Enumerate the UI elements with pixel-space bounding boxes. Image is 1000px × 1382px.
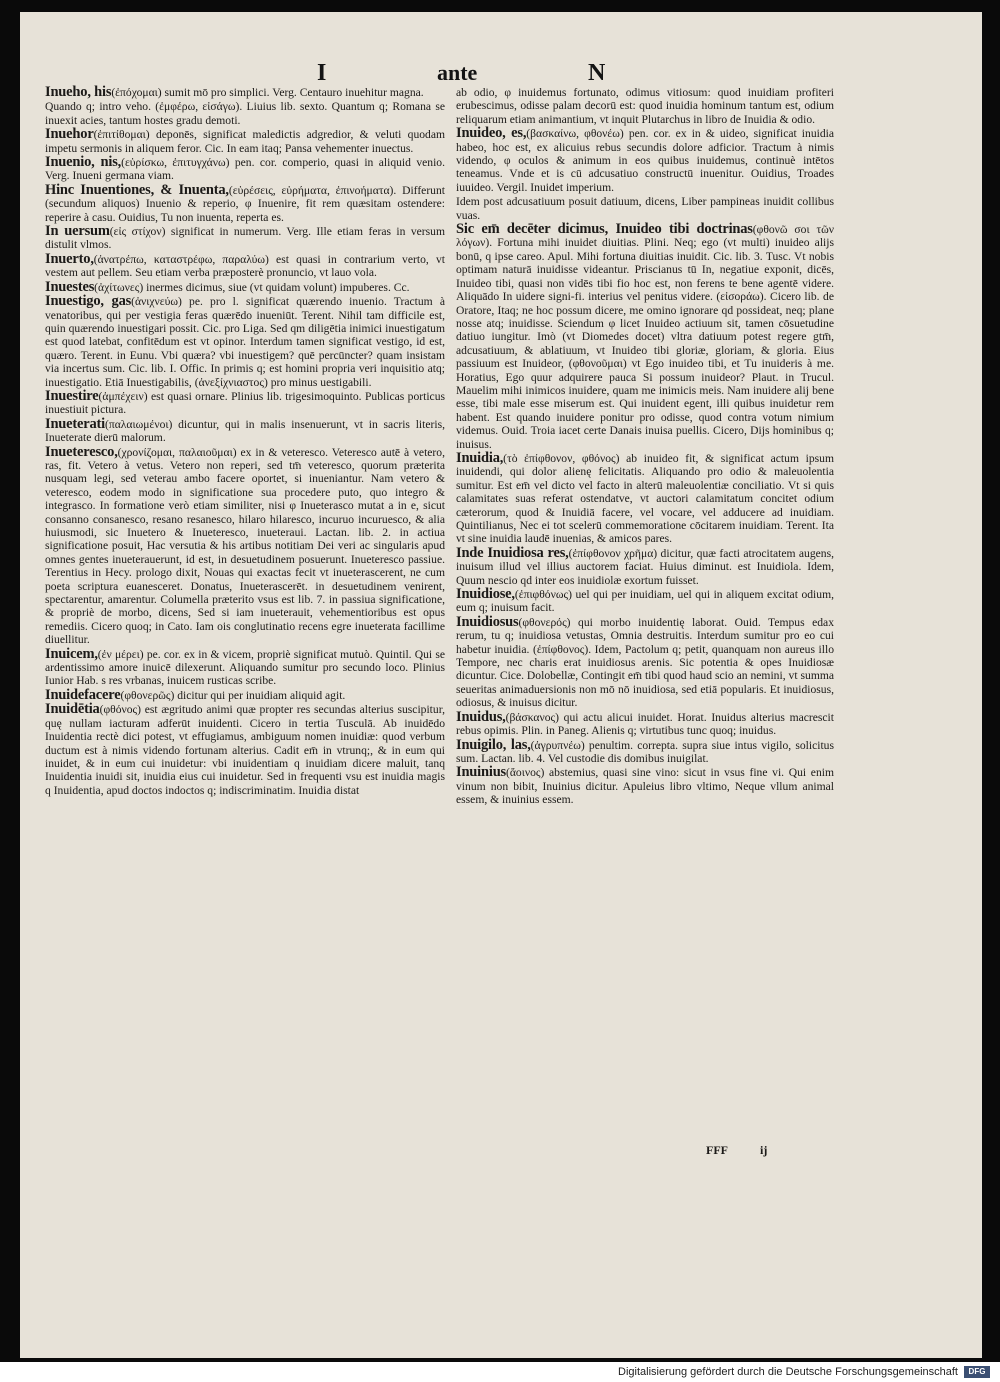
entry-lemma: Inuinius (456, 764, 506, 781)
entry-lemma: Inuenio, nis, (45, 154, 122, 171)
footer-credit: Digitalisierung gefördert durch die Deutsche Forschungsgemeinschaft (618, 1366, 958, 1378)
entry-text: (εὑρίσκω, ἐπιτυγχάνω) pen. cor. comperio, quasi in aliquid venio. Verg. Inueni germana viam. (45, 156, 446, 183)
entry-text: (ἄοινος) abstemius, quasi sine vino: sicut in vsus fine vi. Qui enim vinum non bibit, Inuinius dicitur. Apuleius libro vltimo, Neque vllum animal essem, & inuinius essem. (456, 766, 834, 807)
entry-text: (βασκαίνω, φθονέω) pen. cor. ex in & uideo, significat inuidia habeo, hoc est, ex alicuius rebus secundis dolore adficior. Tractum à nimis videndo, φ oculos & animum in eos quibus inuidemus, continuè intētos teneamus. Vnde et is cū adcusatiuo constructū inuenitur. Ouidius, Troades iuuideo. Vergil. Inuidet imperium. (456, 127, 834, 194)
entry-lemma: Inueterati (45, 415, 106, 432)
dictionary-entry (45, 250, 445, 280)
signature-number: ij (760, 1143, 768, 1157)
dictionary-entry (45, 128, 445, 155)
entry-lemma: Inuidia, (456, 449, 504, 466)
entry-lemma: Inuicem, (45, 645, 98, 662)
entry-lemma: Inuidiose, (456, 586, 515, 603)
dictionary-entry (456, 708, 834, 738)
dictionary-entry (456, 449, 834, 546)
entry-text: (ἀνιχνεύω) pe. pro l. significat quærendo inuenio. Tractum à venatoribus, qui per vestigia feras quærēdo inueniūt. Terent. Nihil tam difficile est, quin quærendo inuestigari possit. Cic. pro Liga. Sed qm diligētia inimici inuestigatum est quod latebat, confitēdum est vt opinor. Interdum tamen significat vestigo, id est, quæro. Terent. in Eunu. Vbi quæra? vbi inuestigem? quē percūncter? quam insistam via incertus sum. Cic. lib. I. Offic. In primis q; est homini propria veri inquisitio atq; inuestigatio. Etiā Inuestigabilis, (ἀνεξίχνιαστος) pro minus uestigabili. (45, 295, 445, 389)
entry-text: Quando q; intro veho. (ἐμφέρω, εἰσάγω). Liuius lib. sexto. Quantum q; Romana se inuexit acies, tantum hostes gradu demoti. (45, 100, 445, 127)
entry-lemma: Inueho, his (45, 84, 112, 100)
dictionary-entry (456, 588, 834, 615)
dfg-logo: DFG (964, 1366, 990, 1378)
entry-lemma: Inuidētia (45, 701, 100, 718)
dictionary-entry (45, 645, 445, 688)
dictionary-entry (456, 766, 834, 806)
entry-lemma: Inueteresco, (45, 443, 118, 460)
entry-text: Idem post adcusatiuum posuit datiuum, dicens, Liber pampineas inuidit collibus vuas. (456, 195, 834, 222)
left-column (45, 86, 445, 798)
dictionary-entry (45, 703, 445, 797)
dictionary-entry (45, 387, 445, 417)
entry-lemma: Inuerto, (45, 250, 94, 267)
entry-text: (χρονίζομαι, παλαιοῦμαι) ex in & veteresco. Veteresco autē à vetero, ras, fit. Vetero à vetus. Vetero non reperi, sed tm̄ veteresco, quorum præterita nusquam legi, sed veterau ambo facere oportet, si inueniantur. Nam vetero & veteresco, eodem modo in significatione sua procedere puto, quo integro & integrasco. In formatione verò etiam similiter, nisi φ Inueterasco mutat a in e, sicut consanno consanesco, resano resanesco, hilaro hilaresco, incuruo incuruesco, & alia huiusmodi, sic Inuetero & Inueteresco, inueteraui. Lactan. lib. 2. in actiua significatione posuit, Hac versutia & his artibus notitiam Dei veri ac singularis apud omnes gentes inueterauerunt, id est, in desuetudinem posuerunt. Inueteresco passiue. Terentius in Hecy. prologo dixit, Nouas qui exactas fecit vt inueterascerent, ne cum poeta scriptura euanesceret. Donatus, Inueterascerēt. in desuetudinem venirent, spectarentur, amarentur. Columella præterito vsus est lib. 7. in passiua significatione, & propriè de morbo, dicens, Sed si iam inueterauit, vehementioribus est opus remediis. Cicero quoq; in Cato. Iam ois conglutinatio recens egre inueterata facillime diuellitur. (45, 445, 445, 647)
dictionary-entry (456, 127, 834, 194)
dictionary-entry (456, 613, 834, 710)
entry-lemma: Inuestigo, gas (45, 293, 132, 310)
dictionary-entry (456, 195, 834, 222)
entry-lemma: Inuestes (45, 278, 95, 295)
dictionary-entry (45, 415, 445, 445)
dictionary-entry (45, 100, 445, 127)
dictionary-entry (45, 86, 445, 99)
entry-text: (φθονῶ σοι τῶν λόγων). Fortuna mihi inuidet diuitias. Plini. Neq; ego (vt multi) inuideo alijs bonū, q ipse careo. Apul. Mihi fortuna diuitias inuidit. Cic. lib. 3. Tusc. Vt nobis optimam naturā inuidisse videantur. Priscianus tū In, negatiue exponit, dicēs, Inuideo tibi, quasi non vidēs tibi fio hoc est, non ferens te bene agentē videre. Aliquādo In uidere signi-fi. interius vel penitus videre. (εἰσοράω). Cicero lib. de Oratore, Itaq; ne hoc possum dicere, me omino ignorare qd possideat, neq; plane nosse atq; inuidisse. Sciendum φ licet Inuideo actiuum sit, tamen cōsuetudine datiuo iungitur. Imò (vt Diomedes docet) vltra datiuum potest regere gtm̄, adcusatiuum, & ablatiuum, vt Inuideo tibi gloriæ, gloriam, & gloria. Eius passiuum est Inuideor, (φθονοῦμαι) vt Ego inuideo tibi, et Tu inuideris à me. Horatius, Ego quur adquirere pauca Si possum inuideor? Plaut. in Trucul. Mauelim mihi inimicos inuidere, quam me inimicis meis. Nam inuidere alij bene esse, tibi male esse miserum est. Qui inuident egent, illi quibus inuidetur rem habent. Est quando inuidere ponitur pro odisse, quod contra votum nimium videmus. Ouid. Troia iacet certe Danais inuisa puellis. Cicero, Dijs hominibus q; inuisus. (456, 223, 834, 451)
dictionary-entry (456, 86, 834, 126)
entry-text: (ἐπιτίθομαι) deponēs, significat maledictis adgredior, & veluti quodam impetu sermonis in aliquem feror. Cic. In eam itaq; Pansa vehementer inuectus. (45, 128, 445, 155)
entry-lemma: Inuidus, (456, 708, 506, 725)
entry-text: (ἀχίτωνες) inermes dicimus, siue (vt quidam volunt) impuberes. Cc. (94, 280, 410, 294)
running-head-right: N (588, 60, 606, 86)
entry-lemma: Inuestire (45, 387, 99, 404)
entry-lemma: In uersum (45, 223, 110, 240)
running-head-center: ante (437, 60, 478, 85)
entry-text: (φθονερῶς) dicitur qui per inuidiam aliquid agit. (120, 688, 346, 702)
dictionary-entry (45, 295, 445, 389)
entry-text: (παλαιωμένοι) dicuntur, qui in malis insenuerunt, vt in sacris literis, Inueterate dierū malorum. (45, 417, 445, 445)
signature-mark: FFF (706, 1143, 728, 1157)
entry-lemma: Inuidiosus (456, 613, 519, 630)
entry-lemma: Sic em̄ decēter dicimus, Inuideo tibi doctrinas (456, 221, 753, 238)
entry-text: (φθονερός) qui morbo inuidentię laborat. Ouid. Tempus edax rerum, tu q; inuidiosa vetustas, Omnia destruitis. Interdum sumitur pro eo cui habetur inuidia. (ἐπίφθονος). Idem, Pactolum q; petit, quanquam non aureus illo Tempore, nec charis erat inuidiosus arenis. Sic potentia & opes Inuidiosæ dicuntur. Cice. Dolobellæ, Contingit em̄ tibi quod haud scio an nemini, vt summa seueritas animaduersionis non mō nō inuidiosa, sed etiā popularis. Et inuidiosus, odiosus, & inuisus dicitur. (456, 615, 834, 710)
entry-lemma: Inuidefacere (45, 686, 121, 703)
dictionary-entry (456, 223, 834, 451)
entry-text: (τὸ ἐπίφθονον, φθόνος) ab inuideo fit, & significat actum ipsum inuidendi, qui dolor alienę felicitatis. Aliquando pro odio & maleuolentia sumitur. Est em̄ vel dicto vel facto in alterū maleuolentiæ conciliatio. Vt si quis calamitates suas referat ostendatve, vt auctori calamitatum concitet odium cæterorum, quod & Inuidiā facere, vel vocare, vel adducere ad inuidiam. Quintilianus, Nec ei tot scelerū commemoratione cōcitarem inuidiam. Terent. Ita vt sine inuidia laudē inuenias, & amicos pares. (456, 451, 834, 546)
entry-lemma: Inuideo, es, (456, 125, 527, 142)
running-head-left: I (317, 60, 327, 86)
entry-text: ab odio, φ inuidemus fortunato, odimus vitiosum: quod inuidiam profiteri erubescimus, odisse palam decorū est: quod inuidia hominum tantum est, odium reliquarum etiam animantium, vt inquit Plutarchus in libro de Inuidia & odio. (456, 86, 834, 126)
entry-lemma: Inde Inuidiosa res, (456, 544, 569, 561)
entry-lemma: Inuehor (45, 126, 94, 143)
dictionary-entry (456, 544, 834, 587)
right-column (456, 86, 834, 808)
entry-text: (εὑρέσεις, εὑρήματα, ἐπινοήματα). Differunt (secundum aliquos) Inuenio & reperio, φ Inuenire, fit rem quæsitam ostendere: reperire à casu. Ouidius, Tu non inuenta, reperta es. (45, 183, 445, 224)
entry-text: (ἀνατρέπω, καταστρέφω, παραλύω) est quasi in contrarium verto, vt vestem aut pellem. Seu etiam verba præposterè pronuncio, vt lauo vola. (45, 252, 445, 280)
entry-text: (ἐπόχομαι) sumit mō pro simplici. Verg. Centauro inuehitur magna. (111, 86, 424, 99)
dictionary-entry (45, 278, 445, 295)
entry-text: (ἀμπέχειν) est quasi ornare. Plinius lib. trigesimoquinto. Publicas porticus inuestiuit pictura. (45, 389, 445, 417)
dictionary-entry (456, 736, 834, 766)
entry-text: (ἐπίφθονον χρῆμα) dicitur, quæ facti atrocitatem augens, inuisum illud vel illius auctorem faciat. Huius diminut. est Inuidiola. Idem, Quum nescio qd inter eos inuidiolæ exortum fuisset. (456, 546, 834, 587)
entry-text: (ἀγρυπνέω) penultim. correpta. supra siue intus vigilo, solicitus sum. Lactan. lib. 4. Vel custodie dis domibus inuigilat. (456, 738, 834, 765)
entry-text: (βάσκανος) qui actu alicui inuidet. Horat. Inuidus alterius macrescit rebus opimis. Plin. in Paneg. Alienis q; virtutibus tunc quoq; inuidus. (456, 710, 834, 738)
dictionary-entry (45, 156, 445, 183)
entry-text: (ἐπιφθόνως) uel qui per inuidiam, uel qui in aliquem excitat odium, eum q; inuisum facit. (456, 588, 834, 615)
entry-text: (φθόνος) est ægritudo animi quæ propter res secundas alterius suscipitur, quę nullam iacturam adferūt inuidenti. Cicero in tertia Tusculā. Ab inuidēdo Inuidentia rectè dici potest, vt effugiamus, ambiguum nomen inuidiæ: quod verbum ductum est à nimis videndo fortunam alterius. Cadit em̄ in vtrunq;, & in eum qui inuidet, & in eum cui inuidetur: vbi inuidentiam q inuidiam dicere maluit, tanq Inuidentia inuidi sit, inuidia eius cui inuidetur. Sed in frequenti vsu est inuidia magis q Inuidentia, apud doctos indoctos q; indiscriminatim. Inuidia distat (45, 703, 445, 797)
dictionary-entry (45, 686, 445, 703)
entry-text: (εἰς στίχον) significat in numerum. Verg. Ille etiam feras in versum distulit vlmos. (45, 225, 445, 252)
dictionary-entry (45, 225, 445, 252)
dictionary-entry (45, 443, 445, 647)
dictionary-entry (45, 181, 445, 224)
entry-lemma: Inuigilo, las, (456, 736, 531, 753)
entry-text: (ἐν μέρει) pe. cor. ex in & vicem, propriè significat mutuò. Quintil. Qui se ardentissimo amore inuicē dilexerunt. Aliquando sumitur pro secundo loco. Plinius Iunior Hab. s res vrbanas, inuicem rusticas scribe. (45, 647, 445, 688)
entry-lemma: Hinc Inuentiones, & Inuenta, (45, 181, 229, 198)
footer-bar (0, 1362, 1000, 1382)
